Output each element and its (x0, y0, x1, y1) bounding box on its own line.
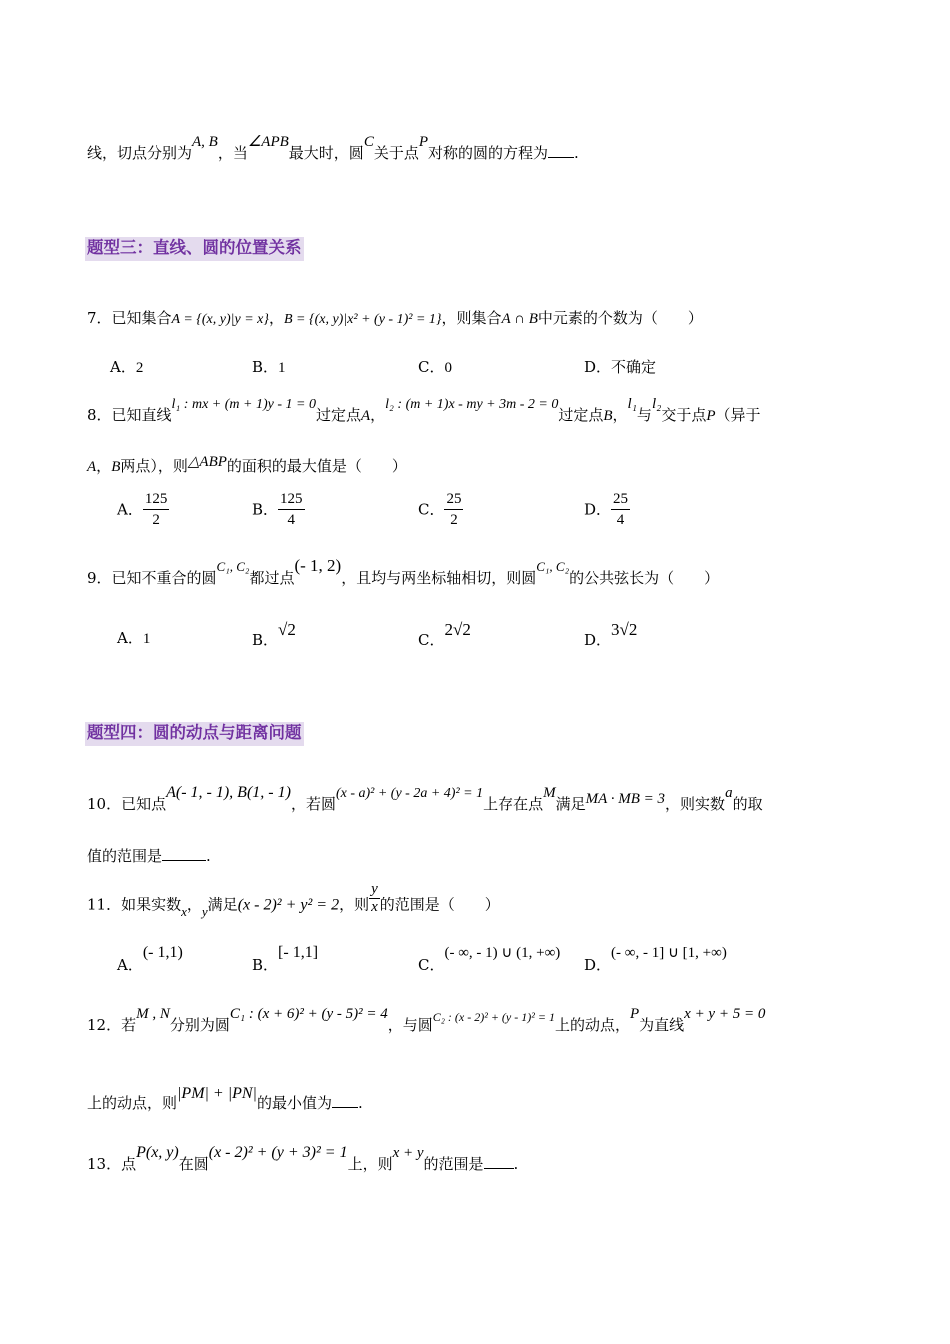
q10-dot-product: MA · MB = 3 (585, 791, 666, 807)
q12-circle-c2: C₂ : (x - 2)² + (y - 1)² = 1 (432, 1010, 555, 1024)
q10-text-1: ，若圆 (290, 795, 336, 813)
q12-answer-blank (332, 1106, 358, 1108)
q9-text-1: 都过点 (249, 569, 295, 587)
option-fraction (278, 492, 305, 528)
fraction-denominator: 4 (616, 512, 625, 528)
q13-text-3: 的范围是 (423, 1155, 484, 1173)
q12-line: x + y + 5 = 0 (684, 1006, 766, 1022)
q11-fraction (369, 882, 380, 915)
q6-points-ab: A, B (192, 134, 218, 150)
q8-line-l2: l₂ : (m + 1)x - my + 3m - 2 = 0 (385, 397, 559, 412)
q12-text-5: 的最小值为 (256, 1094, 332, 1112)
option-fraction (611, 492, 630, 528)
option-value: 0 (444, 360, 452, 376)
q8-point-a: A (360, 408, 371, 424)
q11-text-2: ，则 (339, 895, 370, 914)
q6-point-p: P (418, 134, 429, 150)
q10-line-2: 值的范围是 (87, 847, 163, 865)
q10-text-5: 的取 (732, 795, 763, 813)
q13-text-1: 在圆 (178, 1155, 209, 1173)
fraction-numerator: y (371, 881, 378, 897)
q12-line-2: 上的动点，则 (87, 1094, 178, 1112)
q9-circles-2: C₁, C₂ (536, 559, 570, 574)
section-heading-3: 题型三：直线、圆的位置关系 (85, 237, 304, 261)
q13-stem (87, 1144, 519, 1173)
q11-equation: (x - 2)² + y² = 2 (237, 896, 340, 914)
q11-text-3: 的范围是（ ） (379, 895, 500, 914)
q8-number: 8．已知直线 (87, 406, 172, 424)
fraction-numerator: 25 (444, 492, 463, 510)
q6-angle-apb: ∠APB (247, 134, 289, 150)
q11-option-a[interactable] (117, 944, 183, 974)
q11-sep: ， (186, 895, 202, 914)
q8-option-a[interactable] (117, 492, 169, 528)
q7-option-a[interactable] (110, 360, 143, 376)
q9-number: 9．已知不重合的圆 (87, 569, 217, 587)
q6-text-5: 对称的圆的方程为 (428, 144, 549, 162)
option-value: (- ∞, - 1) ∪ (1, +∞) (444, 945, 561, 961)
q8-text-5: 与 (636, 406, 652, 424)
fraction-denominator: 2 (152, 512, 160, 528)
option-label: D． (584, 358, 612, 376)
q12-text-1: 分别为圆 (169, 1016, 230, 1034)
q8-point-p: P (706, 408, 716, 424)
option-value: 不确定 (611, 358, 657, 376)
q11-option-d[interactable] (584, 945, 727, 974)
q8-stem-line-2 (87, 454, 407, 475)
option-label: C． (418, 956, 445, 974)
q7-tail-1: ，则集合 (441, 309, 502, 327)
q12-text-4: 为直线 (639, 1016, 685, 1034)
q8-l2-text: 两点），则 (120, 457, 188, 475)
option-label: D． (584, 631, 612, 649)
q10-text-4: ，则实数 (665, 795, 726, 813)
option-value: 1 (142, 631, 151, 647)
q10-number: 10．已知点 (87, 795, 167, 813)
q8-text-1: 过定点 (315, 406, 361, 424)
q12-text-2: ，与圆 (387, 1016, 433, 1034)
q8-text-7: （异于 (715, 406, 761, 424)
option-label: C． (418, 358, 445, 376)
q10-circle: (x - a)² + (y - 2a + 4)² = 1 (335, 786, 484, 801)
q8-text-6: 交于点 (661, 406, 707, 424)
q8-option-c[interactable] (418, 492, 463, 528)
q6-text-2: ，当 (217, 144, 248, 162)
option-fraction (444, 492, 463, 528)
q11-number: 11．如果实数 (87, 895, 182, 914)
option-fraction (143, 492, 170, 528)
q8-text-2: ， (370, 406, 386, 424)
q13-sum: x + y (392, 1145, 424, 1161)
q13-circle: (x - 2)² + (y + 3)² = 1 (208, 1144, 348, 1161)
q11-var-y: y (201, 903, 208, 919)
q8-text-4: ， (612, 406, 628, 424)
q11-option-c[interactable] (418, 945, 561, 974)
q6-text-6: . (574, 144, 579, 162)
q8-l1-short: l₁ (627, 396, 637, 412)
fraction-numerator: 125 (278, 492, 305, 510)
q8-l2-point-a: A (87, 459, 97, 475)
q13-point: P(x, y) (136, 1144, 179, 1161)
q11-text-1: 满足 (207, 895, 238, 914)
q11-stem (87, 881, 500, 919)
q10-text-3: 满足 (555, 795, 586, 813)
q6-text-1: 线，切点分别为 (87, 144, 193, 162)
option-value: (- 1,1) (142, 944, 183, 961)
q8-option-b[interactable] (252, 492, 305, 528)
q9-point: (- 1, 2) (294, 556, 342, 575)
option-label: A． (117, 956, 143, 974)
q11-var-x: x (181, 903, 187, 919)
option-value: [- 1,1] (278, 944, 319, 961)
q10-stem-line-1 (87, 784, 763, 813)
q12-text-3: 上的动点， (554, 1016, 630, 1034)
q12-points-mn: M , N (136, 1006, 170, 1022)
q9-circles: C₁, C₂ (216, 559, 250, 574)
q8-option-d[interactable] (584, 492, 630, 528)
q11-option-b[interactable] (252, 944, 319, 974)
option-label: A． (117, 629, 143, 647)
option-label: C． (418, 631, 445, 649)
q10-end: . (206, 847, 211, 865)
option-label: B． (252, 358, 279, 376)
fraction-numerator: 25 (611, 492, 630, 510)
option-label: C． (418, 500, 445, 519)
q9-option-c[interactable] (418, 620, 471, 649)
q7-tail-2: 中元素的个数为（ ） (537, 309, 703, 327)
q7-set-a: A = {(x, y)|y = x} (171, 312, 269, 327)
q7-sep: ， (268, 309, 284, 327)
q12-number: 12．若 (87, 1016, 137, 1034)
q8-l2-tail: 的面积的最大值是（ ） (226, 457, 407, 475)
fraction-denominator: 2 (450, 512, 458, 528)
option-label: B． (252, 956, 279, 974)
q12-point-p: P (629, 1006, 640, 1022)
q10-points: A(- 1, - 1), B(1, - 1) (166, 784, 291, 801)
q7-option-b[interactable] (252, 360, 286, 376)
q7-option-d[interactable] (584, 360, 656, 375)
q8-point-b: B (603, 408, 613, 424)
option-label: B． (252, 631, 279, 649)
q8-stem-line-1 (87, 396, 761, 424)
q6-circle-c: C (363, 134, 374, 150)
q8-l2-short: l₂ (651, 396, 662, 412)
q13-number: 13．点 (87, 1155, 137, 1173)
option-label: B． (252, 500, 279, 519)
q10-text-2: 上存在点 (483, 795, 544, 813)
q9-option-d[interactable] (584, 620, 638, 649)
q12-circle-c1: C₁ : (x + 6)² + (y - 5)² = 4 (229, 1006, 388, 1022)
option-value: √2 (278, 620, 296, 639)
q13-text-2: 上，则 (347, 1155, 393, 1173)
q9-option-a[interactable] (117, 631, 150, 647)
option-value: (- ∞, - 1] ∪ [1, +∞) (611, 945, 727, 961)
fraction-denominator: x (371, 899, 378, 915)
q7-number: 7．已知集合 (87, 309, 172, 327)
option-label: D． (584, 956, 612, 974)
q7-stem (87, 311, 703, 327)
option-value: 1 (278, 360, 286, 376)
option-value: 2√2 (444, 620, 471, 639)
option-value: 3√2 (611, 620, 638, 639)
q12-stem-line-1 (87, 1006, 766, 1034)
q12-stem-line-2 (87, 1085, 363, 1112)
q9-option-b[interactable] (252, 620, 296, 649)
q10-var-a: a (725, 785, 733, 801)
q10-answer-blank (162, 859, 206, 861)
option-label: A． (110, 358, 136, 376)
q8-text-3: 过定点 (558, 406, 604, 424)
q6-answer-blank (548, 156, 574, 158)
q7-option-c[interactable] (418, 360, 452, 376)
option-label: A． (117, 500, 143, 519)
option-value: 2 (135, 360, 144, 376)
section-heading-4: 题型四：圆的动点与距离问题 (85, 722, 304, 746)
q8-line-l1: l₁ : mx + (m + 1)y - 1 = 0 (171, 397, 316, 412)
q12-sum: |PM| + |PN| (177, 1085, 257, 1102)
q13-answer-blank (484, 1167, 514, 1169)
q6-tail-line (87, 134, 579, 162)
q10-point-m: M (543, 785, 556, 801)
q10-stem-line-2 (87, 849, 211, 864)
option-label: D． (584, 500, 612, 519)
q8-triangle: △ABP (187, 454, 227, 470)
fraction-denominator: 4 (287, 512, 296, 528)
q7-intersection: A ∩ B (501, 311, 538, 327)
q9-text-3: 的公共弦长为（ ） (569, 569, 720, 587)
q6-text-3: 最大时，圆 (288, 144, 364, 162)
q8-l2-point-b: B (111, 459, 121, 475)
q9-text-2: ，且均与两坐标轴相切，则圆 (341, 569, 537, 587)
q8-l2-sep: ， (96, 457, 112, 475)
q7-set-b: B = {(x, y)|x² + (y - 1)² = 1} (283, 312, 442, 327)
q13-end: . (513, 1155, 519, 1173)
fraction-numerator: 125 (143, 492, 170, 510)
q6-text-4: 关于点 (373, 144, 419, 162)
q12-end: . (357, 1094, 363, 1112)
q9-stem (87, 556, 720, 587)
